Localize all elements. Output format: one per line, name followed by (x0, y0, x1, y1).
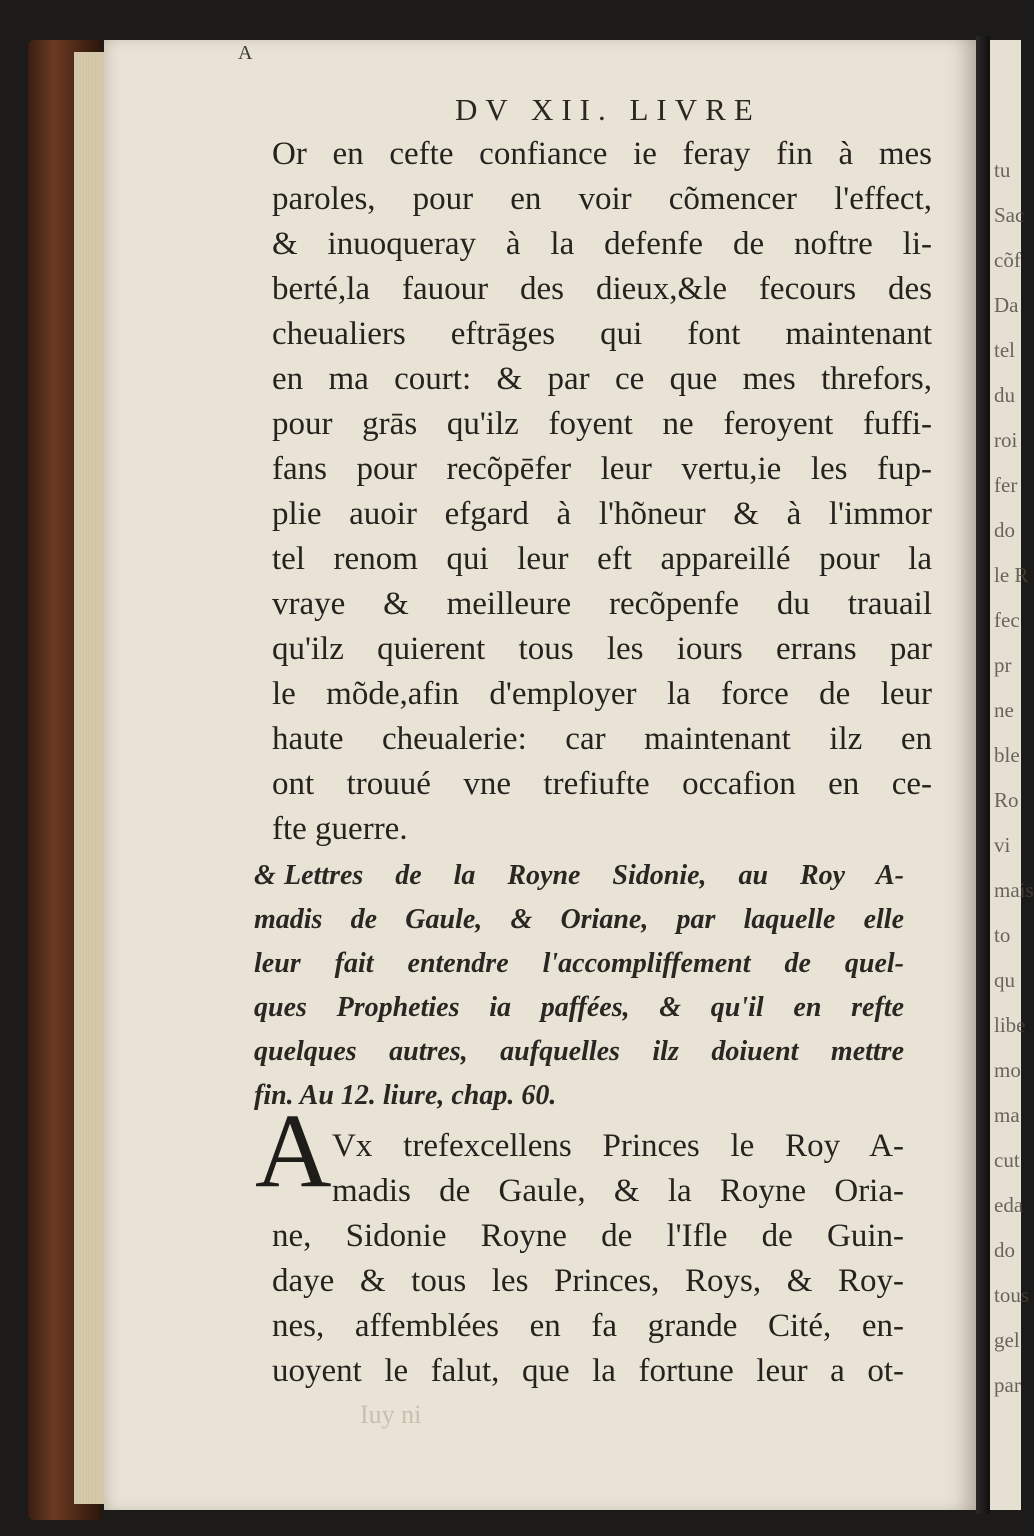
heading-line: quelques autres, aufquelles ilz doiuent mettre (254, 1036, 904, 1067)
body-line: le mõde,afin d'employer la force de leur (272, 676, 932, 712)
running-header: DV XII. LIVRE (455, 92, 761, 127)
next-page-fragment: eda (994, 1193, 1024, 1217)
letter-line: ne, Sidonie Royne de l'Ifle de Guin- (272, 1218, 904, 1254)
next-page-fragment: libe (994, 1013, 1026, 1037)
next-page-fragment: roi (994, 428, 1018, 452)
next-page-fragment: ne (994, 698, 1014, 722)
signature-mark: A (238, 42, 253, 64)
heading-line: fin. Au 12. liure, chap. 60. (254, 1080, 557, 1111)
body-line: tel renom qui leur eft appareillé pour la (272, 541, 932, 577)
letter-line: madis de Gaule, & la Royne Oria- (332, 1173, 904, 1209)
show-through-text: Iuy ni (360, 1400, 422, 1429)
body-line: berté,la fauour des dieux,&le fecours des (272, 271, 932, 307)
letter-line: uoyent le falut, que la fortune leur a ot- (272, 1353, 904, 1389)
heading-ornament: & (254, 860, 276, 891)
next-page-fragment: vi (994, 833, 1011, 857)
next-page-fragment: fec (994, 608, 1020, 632)
next-page-fragment: mais (994, 878, 1034, 902)
letter-line: nes, affemblées en fa grande Cité, en- (272, 1308, 904, 1344)
body-line: haute cheualerie: car maintenant ilz en (272, 721, 932, 757)
next-page-fragment: par (994, 1373, 1021, 1397)
heading-line: leur fait entendre l'accompliffement de quel- (254, 948, 904, 979)
next-page-fragment: cut (994, 1148, 1020, 1172)
next-page-fragment: do (994, 1238, 1015, 1262)
body-line: qu'ilz quierent tous les iours errans par (272, 631, 932, 667)
heading-line: ques Propheties ia paffées, & qu'il en refte (254, 992, 904, 1023)
heading-line: Lettres de la Royne Sidonie, au Roy A- (284, 860, 904, 891)
body-line: en ma court: & par ce que mes threfors, (272, 361, 932, 397)
body-line: fte guerre. (272, 811, 408, 847)
next-page-fragment: pr (994, 653, 1012, 677)
page-edges (74, 52, 106, 1504)
right-page-fragment (990, 40, 1034, 1510)
next-page-fragment: du (994, 383, 1015, 407)
body-line: paroles, pour en voir cõmencer l'effect, (272, 181, 932, 217)
next-page-fragment: Sac (994, 203, 1025, 227)
next-page-fragment: gel (994, 1328, 1020, 1352)
letter-line: daye & tous les Princes, Roys, & Roy- (272, 1263, 904, 1299)
body-line: plie auoir efgard à l'hõneur & à l'immor (272, 496, 932, 532)
next-page-fragment: Ro (994, 788, 1019, 812)
drop-cap: A (255, 1092, 332, 1209)
next-page-fragment: do (994, 518, 1015, 542)
next-page-fragment: to (994, 923, 1011, 947)
next-page-fragment: Da (994, 293, 1019, 317)
body-line: vraye & meilleure recõpenfe du trauail (272, 586, 932, 622)
body-line: cheualiers eftrāges qui font maintenant (272, 316, 932, 352)
next-page-fragment: fer (994, 473, 1018, 497)
next-page-fragment: ma (994, 1103, 1020, 1127)
next-page-fragment: qu (994, 968, 1015, 992)
next-page-fragment: le R (994, 563, 1029, 587)
next-page-fragment: tous (994, 1283, 1030, 1307)
letter-line: Vx trefexcellens Princes le Roy A- (332, 1128, 904, 1164)
next-page-fragment: tel (994, 338, 1015, 362)
body-line: fans pour recõpēfer leur vertu,ie les fup- (272, 451, 932, 487)
body-line: ont trouué vne trefiufte occafion en ce- (272, 766, 932, 802)
heading-line: madis de Gaule, & Oriane, par laquelle elle (254, 904, 904, 935)
book-gutter (976, 36, 990, 1514)
next-page-fragment: cõf (994, 248, 1021, 272)
next-page-fragment: mo (994, 1058, 1021, 1082)
next-page-fragment: tu (994, 158, 1011, 182)
body-line: Or en cefte confiance ie feray fin à mes (272, 136, 932, 172)
next-page-fragment: ble (994, 743, 1020, 767)
body-line: & inuoqueray à la defenfe de noftre li- (272, 226, 932, 262)
body-line: pour grās qu'ilz foyent ne feroyent fuffi- (272, 406, 932, 442)
